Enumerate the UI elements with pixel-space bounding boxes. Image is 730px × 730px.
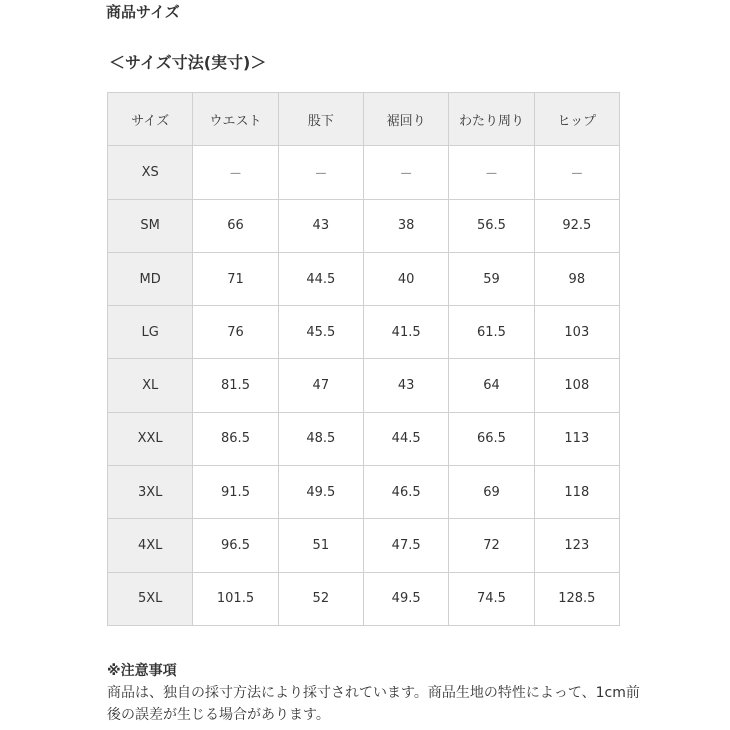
thigh-cell: 61.5	[449, 306, 534, 359]
table-row	[108, 359, 620, 412]
section-title: 商品サイズ	[106, 3, 180, 21]
hem-cell: 43	[363, 359, 448, 412]
size-cell: 4XL	[108, 519, 193, 572]
column-header-thigh: わたり周り	[449, 93, 534, 146]
waist-cell: 71	[193, 252, 278, 305]
size-cell: XXL	[108, 412, 193, 465]
inseam-cell: 43	[278, 199, 363, 252]
hem-cell: 40	[363, 252, 448, 305]
size-cell: 5XL	[108, 572, 193, 625]
hip-cell: 113	[534, 412, 619, 465]
inseam-cell: －	[278, 146, 363, 199]
waist-cell: 96.5	[193, 519, 278, 572]
thigh-cell: 64	[449, 359, 534, 412]
waist-cell: 101.5	[193, 572, 278, 625]
caution-note	[107, 660, 647, 726]
hip-cell: －	[534, 146, 619, 199]
table-row	[108, 199, 620, 252]
table-header-row	[108, 93, 620, 146]
waist-cell: 81.5	[193, 359, 278, 412]
hip-cell: 103	[534, 306, 619, 359]
size-cell: SM	[108, 199, 193, 252]
column-header-waist: ウエスト	[193, 93, 278, 146]
inseam-cell: 52	[278, 572, 363, 625]
waist-cell: 66	[193, 199, 278, 252]
hip-cell: 128.5	[534, 572, 619, 625]
hem-cell: 46.5	[363, 466, 448, 519]
size-table	[107, 92, 620, 626]
hem-cell: 41.5	[363, 306, 448, 359]
caution-note-title: ※注意事項	[107, 663, 177, 679]
caution-note-body: 商品は、独自の採寸方法により採寸されています。商品生地の特性によって、1cm前後の誤差が生じる場合があります。	[107, 685, 640, 723]
hem-cell: －	[363, 146, 448, 199]
inseam-cell: 47	[278, 359, 363, 412]
column-header-size: サイズ	[108, 93, 193, 146]
column-header-hem: 裾回り	[363, 93, 448, 146]
table-row	[108, 252, 620, 305]
table-row	[108, 572, 620, 625]
waist-cell: －	[193, 146, 278, 199]
inseam-cell: 45.5	[278, 306, 363, 359]
inseam-cell: 48.5	[278, 412, 363, 465]
table-row	[108, 412, 620, 465]
size-cell: 3XL	[108, 466, 193, 519]
hip-cell: 98	[534, 252, 619, 305]
size-cell: MD	[108, 252, 193, 305]
table-row	[108, 466, 620, 519]
hem-cell: 38	[363, 199, 448, 252]
size-cell: XS	[108, 146, 193, 199]
hip-cell: 92.5	[534, 199, 619, 252]
size-cell: XL	[108, 359, 193, 412]
waist-cell: 86.5	[193, 412, 278, 465]
table-row	[108, 306, 620, 359]
size-cell: LG	[108, 306, 193, 359]
table-row	[108, 519, 620, 572]
thigh-cell: 69	[449, 466, 534, 519]
thigh-cell: 74.5	[449, 572, 534, 625]
hip-cell: 108	[534, 359, 619, 412]
inseam-cell: 49.5	[278, 466, 363, 519]
hem-cell: 44.5	[363, 412, 448, 465]
hem-cell: 47.5	[363, 519, 448, 572]
inseam-cell: 51	[278, 519, 363, 572]
waist-cell: 76	[193, 306, 278, 359]
hem-cell: 49.5	[363, 572, 448, 625]
thigh-cell: 66.5	[449, 412, 534, 465]
inseam-cell: 44.5	[278, 252, 363, 305]
table-row	[108, 146, 620, 199]
hip-cell: 118	[534, 466, 619, 519]
size-dimensions-heading: ＜サイズ寸法(実寸)＞	[109, 53, 267, 72]
thigh-cell: 72	[449, 519, 534, 572]
thigh-cell: －	[449, 146, 534, 199]
column-header-inseam: 股下	[278, 93, 363, 146]
thigh-cell: 56.5	[449, 199, 534, 252]
hip-cell: 123	[534, 519, 619, 572]
thigh-cell: 59	[449, 252, 534, 305]
column-header-hip: ヒップ	[534, 93, 619, 146]
waist-cell: 91.5	[193, 466, 278, 519]
